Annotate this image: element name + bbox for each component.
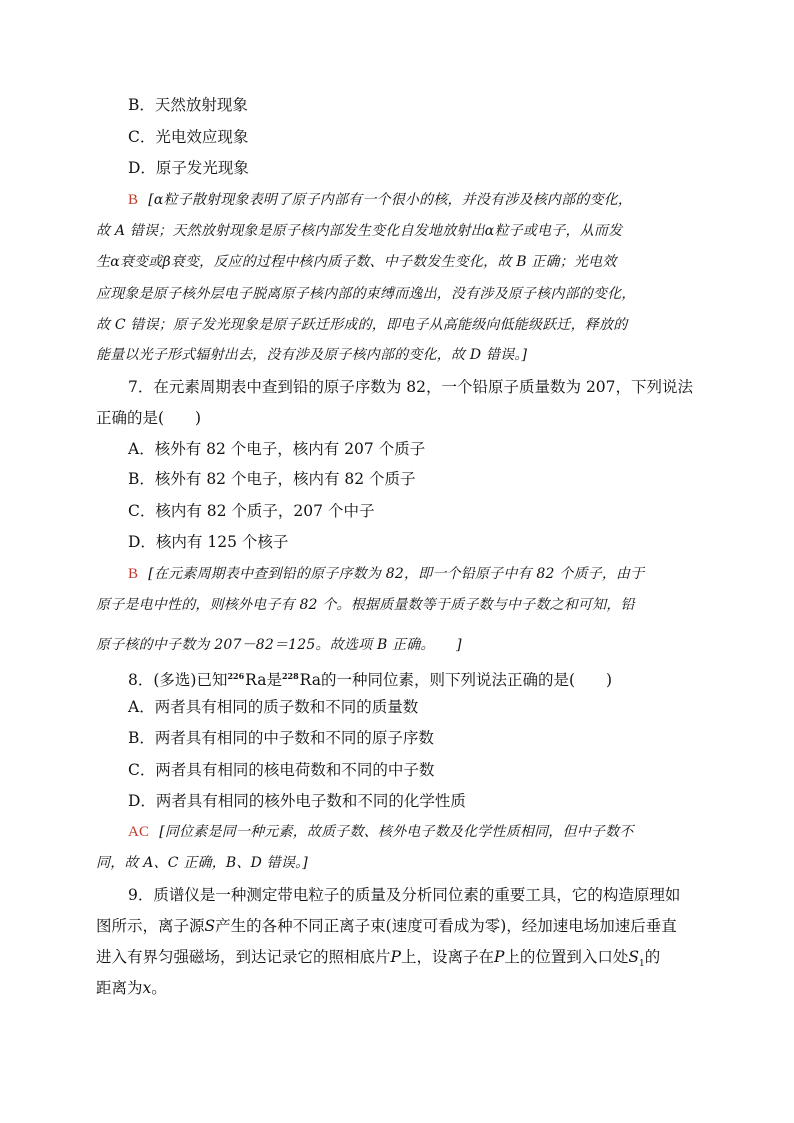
q9-line3-d: 的 — [644, 948, 661, 966]
q9-var-p-2: P — [493, 948, 505, 966]
q9-stem-line-1: 9．质谱仪是一种测定带电粒子的质量及分析同位素的重要工具，它的构造原理如 — [128, 886, 681, 904]
q8-stem-suffix: 的一种同位素，则下列说法正确的是( ) — [320, 671, 613, 689]
q6-option-d: D．原子发光现象 — [128, 159, 249, 177]
q9-line4-a: 距离为 — [96, 979, 143, 997]
q8-option-c: C．两者具有相同的核电荷数和不同的中子数 — [128, 761, 435, 779]
q9-line4-b: 。 — [151, 979, 167, 997]
q8-option-a: A．两者具有相同的质子数和不同的质量数 — [128, 698, 419, 716]
q6-explanation-text-1: [α粒子散射现象表明了原子内部有一个很小的核，并没有涉及核内部的变化， — [148, 192, 633, 208]
q7-explanation-line-1 — [128, 563, 700, 585]
q6-explanation-line-4: 应现象是原子核外层电子脱离原子核内部的束缚而逸出，没有涉及原子核内部的变化， — [96, 286, 636, 302]
q8-explanation-text-1: [同位素是同一种元素，故质子数、核外电子数及化学性质相同，但中子数不 — [159, 824, 634, 840]
q7-option-b: B．核外有 82 个电子，核内有 82 个质子 — [128, 470, 416, 488]
q8-stem-prefix: 8．(多选)已知 — [128, 671, 228, 689]
q9-var-s1: S — [628, 948, 640, 966]
q7-option-a: A．核外有 82 个电子，核内有 207 个质子 — [128, 440, 426, 458]
q9-var-s1-sub: 1 — [639, 959, 645, 970]
q8-explanation-line-1 — [128, 821, 700, 843]
q8-isotope-b-mass: 228 — [281, 671, 299, 681]
q8-answer-label: AC — [128, 824, 150, 840]
q7-explanation-line-3: 原子核的中子数为 207－82＝125。故选项 B 正确。 ] — [96, 637, 462, 653]
q8-stem — [128, 665, 700, 691]
q9-line3-b: 上，设离子在 — [400, 948, 494, 966]
q7-stem-line-2: 正确的是( ) — [96, 409, 202, 427]
q8-option-b: B．两者具有相同的中子数和不同的原子序数 — [128, 729, 434, 747]
q7-explanation-line-2: 原子是电中性的，则核外电子有 82 个。根据质量数等于质子数与中子数之和可知，铅 — [96, 597, 635, 613]
q6-explanation-line-6: 能量以光子形式辐射出去，没有涉及原子核内部的变化，故 D 错误。] — [96, 347, 528, 363]
q8-isotope-a-symbol: Ra — [245, 671, 267, 689]
q9-var-s: S — [204, 917, 216, 935]
q7-answer-label: B — [128, 566, 139, 582]
q7-option-c: C．核内有 82 个质子，207 个中子 — [128, 502, 375, 520]
q9-stem-line-3 — [96, 946, 700, 968]
q8-explanation-line-2: 同，故 A、C 正确，B、D 错误。] — [96, 855, 308, 871]
q9-line2-b: 产生的各种不同正离子束(速度可看成为零)，经加速电场加速后垂直 — [215, 917, 677, 935]
q8-isotope-b-symbol: Ra — [299, 671, 321, 689]
q7-stem-line-1: 7．在元素周期表中查到铅的原子序数为 82，一个铅原子质量数为 207，下列说法 — [128, 378, 694, 396]
q6-explanation-line-5: 故 C 错误；原子发光现象是原子跃迁形成的，即电子从高能级向低能级跃迁，释放的 — [96, 317, 628, 333]
q8-stem-mid: 是 — [266, 671, 282, 689]
q9-stem-line-2 — [96, 915, 700, 937]
q9-var-p: P — [390, 948, 401, 966]
q7-option-d: D．核内有 125 个核子 — [128, 533, 289, 551]
q8-isotope-a-mass: 226 — [227, 671, 245, 681]
q9-var-x: x — [142, 979, 152, 997]
q8-option-d: D．两者具有相同的核外电子数和不同的化学性质 — [128, 792, 466, 810]
q6-explanation-line-3: 生α衰变或β衰变，反应的过程中核内质子数、中子数发生变化，故 B 正确；光电效 — [96, 254, 617, 270]
q6-explanation-line-2: 故 A 错误；天然放射现象是原子核内部发生变化自发地放射出α粒子或电子，从而发 — [96, 223, 623, 239]
q6-explanation-line-1 — [128, 189, 700, 211]
q6-option-b: B．天然放射现象 — [128, 96, 248, 114]
q6-option-c: C．光电效应现象 — [128, 128, 249, 146]
q9-line3-c: 上的位置到入口处 — [504, 948, 629, 966]
q9-line2-a: 图所示，离子源 — [96, 917, 205, 935]
q9-stem-line-4 — [96, 977, 700, 999]
q7-explanation-text-1: [在元素周期表中查到铅的原子序数为 82，即一个铅原子中有 82 个质子，由于 — [148, 566, 645, 582]
q9-line3-a: 进入有界匀强磁场，到达记录它的照相底片 — [96, 948, 391, 966]
q6-answer-label: B — [128, 192, 139, 208]
